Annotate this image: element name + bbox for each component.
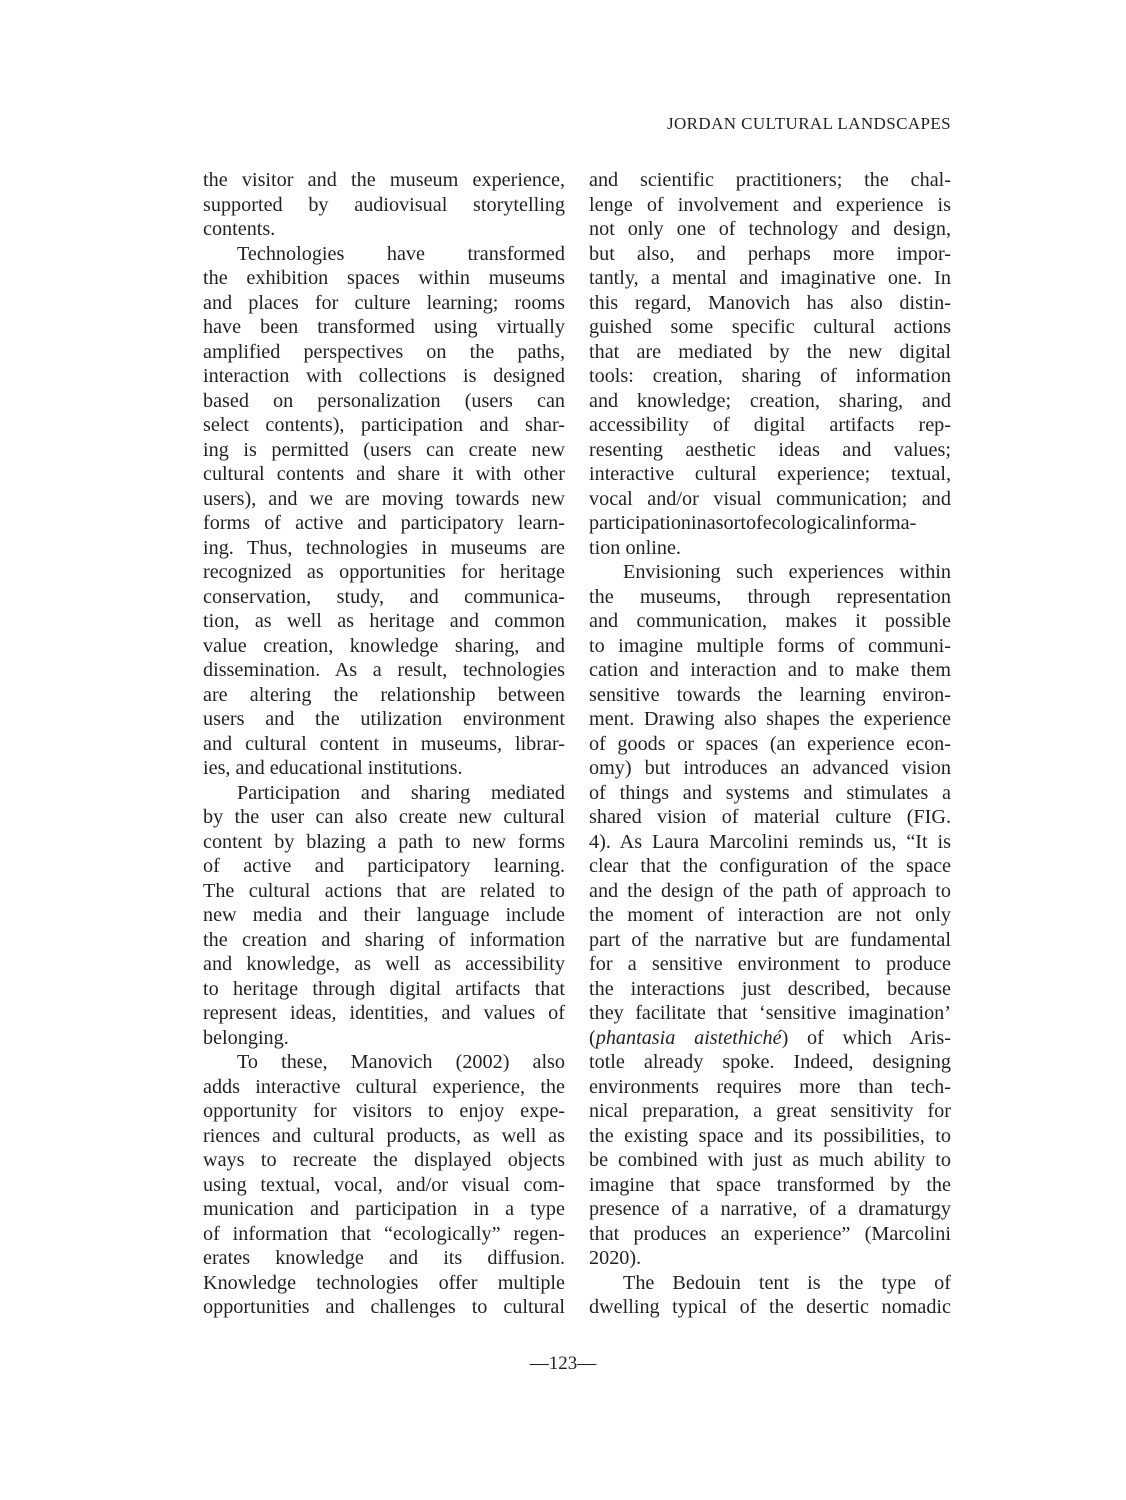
text-line: users), and we are moving towards new <box>203 487 565 510</box>
text-line: accessibility of digital artifacts rep- <box>589 414 951 436</box>
text-line: riences and cultural products, as well as <box>203 1124 565 1147</box>
text-line: 2020). <box>589 1247 642 1269</box>
text-line: forms of active and participatory learn- <box>203 512 565 534</box>
text-line: the moment of interaction are not only <box>589 904 951 926</box>
text-line: guished some specific cultural actions <box>589 316 951 338</box>
text-line: adds interactive cultural experience, the <box>203 1075 565 1098</box>
text-line: tion, as well as heritage and common <box>203 610 565 632</box>
running-head: JORDAN CULTURAL LANDSCAPES <box>666 114 951 133</box>
text-line: based on personalization (users can <box>203 389 565 412</box>
text-line: supported by audiovisual storytelling <box>203 193 565 216</box>
text-line: cation and interaction and to make them <box>589 659 951 681</box>
text-line: opportunities and challenges to cultural <box>203 1296 565 1318</box>
text-line: and knowledge, as well as accessibility <box>203 953 565 975</box>
text-line: they facilitate that ‘sensitive imagination’ <box>589 1002 951 1024</box>
text-line: and knowledge; creation, sharing, and <box>589 389 951 412</box>
text-line: ing. Thus, technologies in museums are <box>203 536 565 559</box>
text-line: have been transformed using virtually <box>203 316 565 338</box>
text-line: and the design of the path of approach to <box>589 879 951 902</box>
text-line: of information that “ecologically” regen- <box>203 1222 565 1245</box>
text-line: new media and their language include <box>203 904 565 926</box>
text-line: participationinasortofecologicalinforma- <box>589 512 917 534</box>
text-line: Envisioning such experiences within <box>623 561 951 583</box>
text-line: part of the narrative but are fundamental <box>589 928 951 951</box>
text-line: the creation and sharing of information <box>203 928 565 951</box>
left-column <box>203 168 565 1320</box>
text-line: omy) but introduces an advanced vision <box>589 757 951 779</box>
text-line: nical preparation, a great sensitivity for <box>589 1100 951 1122</box>
page-number: —123— <box>529 1353 597 1374</box>
text-line: imagine that space transformed by the <box>589 1173 951 1196</box>
text-line: value creation, knowledge sharing, and <box>203 634 565 657</box>
text-line: ment. Drawing also shapes the experience <box>589 708 951 730</box>
text-line: tools: creation, sharing of information <box>589 365 951 387</box>
text-line: Technologies have transformed <box>237 242 565 265</box>
text-line: The Bedouin tent is the type of <box>623 1271 951 1294</box>
text-line: ing is permitted (users can create new <box>203 438 565 461</box>
text-line: the interactions just described, because <box>589 977 951 1000</box>
text-line: environments requires more than tech- <box>589 1075 951 1098</box>
text-line: by the user can also create new cultural <box>203 806 565 828</box>
text-line: represent ideas, identities, and values of <box>203 1002 565 1024</box>
text-line: opportunity for visitors to enjoy expe- <box>203 1100 565 1122</box>
text-line: recognized as opportunities for heritage <box>203 561 565 583</box>
text-line: lenge of involvement and experience is <box>589 193 951 216</box>
text-line: of active and participatory learning. <box>203 855 565 877</box>
text-line: but also, and perhaps more impor- <box>589 242 951 265</box>
text-line: be combined with just as much ability to <box>589 1149 951 1171</box>
text-line: that produces an experience” (Marcolini <box>589 1222 951 1245</box>
text-line: that are mediated by the new digital <box>589 340 951 363</box>
text-line: ways to recreate the displayed objects <box>203 1149 565 1171</box>
text-line: the visitor and the museum experience, <box>203 169 565 191</box>
text-line: dwelling typical of the desertic nomadic <box>589 1296 951 1318</box>
text-line: amplified perspectives on the paths, <box>203 340 565 363</box>
text-line: erates knowledge and its diffusion. <box>203 1247 565 1269</box>
text-line: The cultural actions that are related to <box>203 879 565 902</box>
text-line: and communication, makes it possible <box>589 610 951 632</box>
text-line: contents. <box>203 218 276 240</box>
text-line: to heritage through digital artifacts that <box>203 977 565 1000</box>
text-line: tantly, a mental and imaginative one. In <box>589 267 951 289</box>
text-line: and scientific practitioners; the chal- <box>589 169 951 191</box>
text-line: of things and systems and stimulates a <box>589 781 951 804</box>
text-line: and places for culture learning; rooms <box>203 291 565 314</box>
text-line: of goods or spaces (an experience econ- <box>589 732 951 755</box>
text-line: tion online. <box>589 536 681 559</box>
text-line: dissemination. As a result, technologies <box>203 659 565 681</box>
text-line: not only one of technology and design, <box>589 218 951 240</box>
text-line: resenting aesthetic ideas and values; <box>589 438 951 461</box>
text-line: vocal and/or visual communication; and <box>589 487 951 510</box>
text-line: the exhibition spaces within museums <box>203 267 565 289</box>
text-line: are altering the relationship between <box>203 683 565 706</box>
text-line: using textual, vocal, and/or visual com- <box>203 1173 565 1196</box>
text-line: conservation, study, and communica- <box>203 585 565 608</box>
text-line: the existing space and its possibilities, to <box>589 1124 951 1147</box>
italic-term: phantasia aistethiché <box>595 1026 782 1049</box>
text-line: Knowledge technologies offer multiple <box>203 1271 565 1294</box>
text-line: 4). As Laura Marcolini reminds us, “It is <box>589 830 951 853</box>
text-line: presence of a narrative, of a dramaturgy <box>589 1198 951 1220</box>
text-line: munication and participation in a type <box>203 1198 565 1220</box>
text-line: and cultural content in museums, librar- <box>203 732 565 755</box>
text-line: to imagine multiple forms of communi- <box>589 634 951 657</box>
text-line: clear that the configuration of the space <box>589 855 951 877</box>
text-line: shared vision of material culture (FIG. <box>589 806 951 828</box>
text-line: interactive cultural experience; textual, <box>589 463 951 485</box>
text-line: totle already spoke. Indeed, designing <box>589 1051 951 1073</box>
text-line: interaction with collections is designed <box>203 365 565 387</box>
text-line: (phantasia aistethiché) of which Aris- <box>589 1026 952 1049</box>
text-line: sensitive towards the learning environ- <box>589 683 951 706</box>
text-line: cultural contents and share it with other <box>203 463 565 485</box>
text-line: content by blazing a path to new forms <box>203 830 565 853</box>
text-line: Participation and sharing mediated <box>237 781 565 804</box>
text-line: this regard, Manovich has also distin- <box>589 291 951 314</box>
text-line: To these, Manovich (2002) also <box>237 1051 565 1073</box>
text-line: ies, and educational institutions. <box>203 757 463 779</box>
text-line: users and the utilization environment <box>203 708 565 730</box>
text-line: the museums, through representation <box>589 585 951 608</box>
text-line: select contents), participation and shar- <box>203 414 565 436</box>
right-column <box>589 168 951 1320</box>
text-line: for a sensitive environment to produce <box>589 953 951 975</box>
text-line: belonging. <box>203 1026 289 1049</box>
